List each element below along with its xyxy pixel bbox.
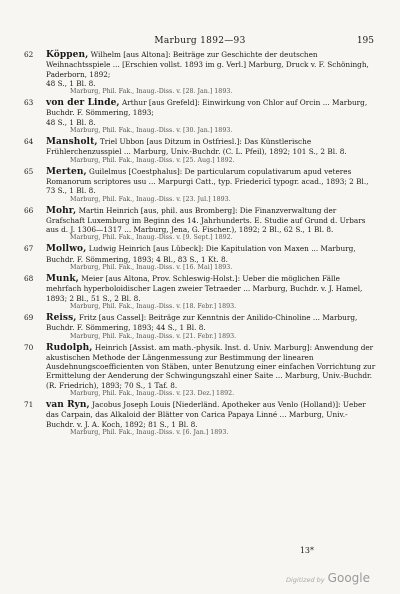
- bibliography-entry: [24, 274, 376, 311]
- watermark: [286, 571, 370, 585]
- dissertation-note: Marburg, Phil. Fak., Inaug.-Diss. v. [30. Jan.] 1893.: [70, 127, 233, 135]
- entry-number: 68: [24, 274, 34, 284]
- entry-number: 71: [24, 400, 34, 410]
- entry-text: Triel Ubbon [aus Ditzum in Ostfriesl.]: Das Künstlerische Frühlerchenzusspiel ... Marburg, Univ.-Buchdr. (C. L. Pfeil), 1892; 101 S., 2 Bl. 8.: [46, 137, 347, 157]
- entry-number: 67: [24, 244, 34, 254]
- watermark-prefix: Digitized by: [285, 576, 325, 584]
- dissertation-note: Marburg, Phil. Fak., Inaug.-Diss. v. [23. Dez.] 1892.: [70, 390, 235, 398]
- entry-text: Arthur [aus Grefeld]: Einwirkung von Chlor auf Orcin ... Marburg, Buchdr. F. Sömmering, 1893;: [46, 98, 368, 118]
- entry-text: Jacobus Joseph Louis [Niederländ. Apotheker aus Venlo (Holland)]: Ueber das Carpain, das Alkaloid der Blätter von Carica Papaya Linné ... Marburg, Univ.-Buchdr. v. J. A. Koch, 1892; 81 S., 1 Bl. 8.: [46, 400, 366, 429]
- author-name: Merten,: [46, 166, 87, 177]
- dissertation-note: Marburg, Phil. Fak., Inaug.-Diss. v. [18. Febr.] 1893.: [70, 302, 237, 310]
- dissertation-note: Marburg, Phil. Fak., Inaug.-Diss. v. [6. Jan.] 1893.: [70, 428, 229, 436]
- author-name: van Ryn,: [46, 400, 90, 411]
- signature-mark: 13*: [299, 546, 314, 555]
- author-name: von der Linde,: [46, 98, 120, 109]
- entry-list: [24, 50, 376, 439]
- entry-text: Ludwig Heinrich [aus Lübeck]: Die Kapitulation von Maxen ... Marburg, Buchdr. F. Sömmering, 1893; 4 Bl., 83 S., 1 Kt. 8.: [46, 244, 356, 264]
- dissertation-note: Marburg, Phil. Fak., Inaug.-Diss. v. [21. Febr.] 1893.: [70, 332, 237, 340]
- dissertation-note: Marburg, Phil. Fak., Inaug.-Diss. v. [28. Jan.] 1893.: [70, 88, 233, 96]
- dissertation-note: Marburg, Phil. Fak., Inaug.-Diss. v. [25. Aug.] 1892.: [70, 156, 235, 164]
- bibliography-entry: [24, 312, 376, 341]
- bibliography-entry: [24, 205, 376, 243]
- entry-number: 62: [24, 50, 34, 59]
- watermark-brand: Google: [327, 571, 370, 585]
- page-number: 195: [356, 36, 374, 46]
- bibliography-entry: [24, 244, 376, 272]
- dissertation-note: Marburg, Phil. Fak., Inaug.-Diss. v. [9. Sept.] 1892.: [70, 234, 233, 242]
- bibliography-entry: [24, 98, 376, 135]
- bibliography-entry: [24, 400, 376, 437]
- author-name: Rudolph,: [46, 342, 93, 353]
- author-name: Mansholt,: [46, 137, 98, 148]
- dissertation-note: Marburg, Phil. Fak., Inaug.-Diss. v. [16. Mai] 1893.: [70, 264, 233, 272]
- author-name: Munk,: [46, 274, 79, 285]
- entry-text: Fritz [aus Cassel]: Beiträge zur Kenntnis der Anilido-Chinolinе ... Marburg, Buchdr. F. Sömmering, 1893; 44 S., 1 Bl. 8.: [46, 312, 358, 333]
- entry-number: 70: [24, 342, 34, 352]
- entry-number: 64: [24, 137, 34, 147]
- entry-text: 48 S., 1 Bl. 8.: [46, 78, 96, 88]
- entry-number: 65: [24, 166, 34, 176]
- author-name: Mollwo,: [46, 244, 87, 255]
- bibliography-entry: [24, 50, 376, 96]
- entry-number: 66: [24, 205, 34, 215]
- bibliography-entry: [24, 137, 376, 165]
- entry-text: 48 S., 1 Bl. 8.: [46, 117, 96, 127]
- entry-text: Heinrich [Assist. am math.-physik. Inst. d. Univ. Marburg]: Anwendung der akustischen Methode der Längenmessung zur Bestimmung der linearen Ausdehnungscoefficienten von Stäben, unter Benutzung einer einfachen Vorrichtung zur Ermittelung der Aenderung der Schwingungszahl einer Saite ... Marburg, Univ.-Buchdr. (R. Friedrich), 1893; 70 S., 1 Taf. 8.: [46, 342, 376, 390]
- bibliography-entry: [24, 166, 376, 204]
- author-name: Köppen,: [46, 50, 89, 60]
- entry-text: Meier [aus Altona, Prov. Schleswig-Holst.]: Ueber die möglichen Fälle mehrfach hyperboloidischer Lagen zweier Tetraeder ... Marburg, Buchdr. v. J. Hamel, 1893; 2 Bl., 51 S., 2 Bl. 8.: [46, 274, 363, 303]
- entry-number: 69: [24, 312, 34, 322]
- entry-text: Wilhelm [aus Altona]: Beiträge zur Geschichte der deutschen Weihnachtsspiele ... [Erschien vollst. 1893 im g. Verl.] Marburg, Druck v. F. Schöningh, Paderborn, 1892;: [46, 50, 369, 79]
- bibliography-entry: [24, 342, 376, 398]
- dissertation-note: Marburg, Phil. Fak., Inaug.-Diss. v. [23. Jul.] 1893.: [70, 195, 231, 203]
- running-header-title: Marburg 1892—93: [154, 36, 246, 46]
- entry-text: Guilelmus [Coestphalus]: De particularum copulativarum apud veteres Romanorum scriptores usu ... Marpurgi Catt., typ. Friedericī typogr. acad., 1893; 2 Bl., 73 S., 1 Bl. 8.: [46, 166, 369, 196]
- entry-text: Martin Heinrich [aus, phil. aus Bromberg]: Die Finanzverwaltung der Grafschaft Luxemburg im Beginn des 14. Jahrhunderts. E. Studie auf Grund d. Urbars aus d. J. 1306—1317 ... Marburg, Jena, G. Fischer.), 1892; 2 Bl., 62 S., 1 Bl. 8.: [46, 205, 366, 235]
- entry-number: 63: [24, 98, 34, 108]
- author-name: Reiss,: [46, 312, 77, 323]
- author-name: Mohr,: [46, 205, 77, 216]
